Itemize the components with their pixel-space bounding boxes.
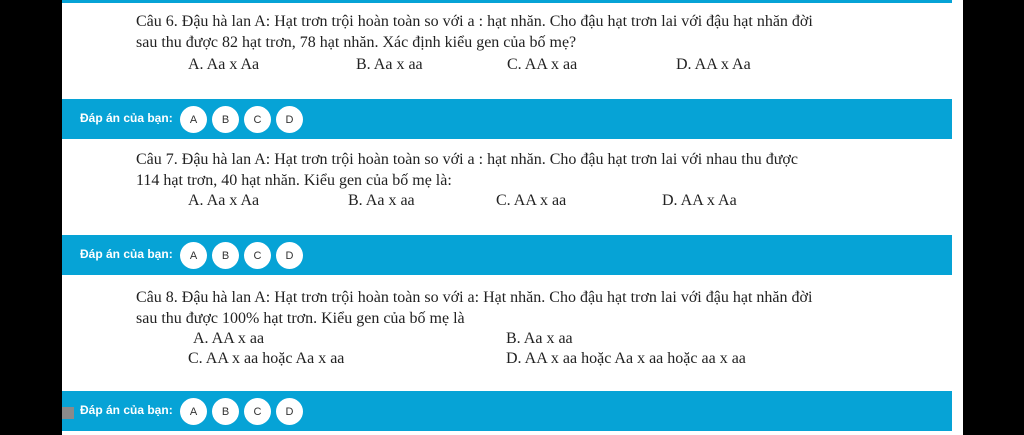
quiz-page <box>62 0 963 435</box>
question-7-line-2: 114 hạt trơn, 40 hạt nhăn. Kiểu gen của bố mẹ là: <box>136 172 452 189</box>
answer-7-button-b[interactable]: B <box>212 242 239 269</box>
question-6-option-d: D. AA x Aa <box>676 56 751 73</box>
top-bar-strip <box>62 0 952 3</box>
question-7 <box>136 149 916 215</box>
answer-label: Đáp án của bạn: <box>80 403 173 417</box>
answer-8-button-d[interactable]: D <box>276 398 303 425</box>
question-6-option-a: A. Aa x Aa <box>188 56 260 73</box>
answer-label: Đáp án của bạn: <box>80 247 173 261</box>
answer-8-button-b[interactable]: B <box>212 398 239 425</box>
answer-7-button-d[interactable]: D <box>276 242 303 269</box>
question-6 <box>136 11 916 77</box>
question-7-line-1: Câu 7. Đậu hà lan A: Hạt trơn trội hoàn toàn so với a : hạt nhăn. Cho đậu hạt trơn lai với nhau thu được <box>136 151 798 168</box>
question-7-option-d: D. AA x Aa <box>662 192 737 209</box>
question-6-option-b: B. Aa x aa <box>356 56 423 73</box>
question-7-option-c: C. AA x aa <box>496 192 567 209</box>
answer-label: Đáp án của bạn: <box>80 111 173 125</box>
question-8-line-1: Câu 8. Đậu hà lan A: Hạt trơn trội hoàn toàn so với a: Hạt nhăn. Cho đậu hạt trơn lai với đậu hạt nhăn đời <box>136 289 813 306</box>
answer-6-button-b[interactable]: B <box>212 106 239 133</box>
question-8-line-2: sau thu được 100% hạt trơn. Kiểu gen của bố mẹ là <box>136 310 465 327</box>
answer-7-button-c[interactable]: C <box>244 242 271 269</box>
question-6-line-1: Câu 6. Đậu hà lan A: Hạt trơn trội hoàn toàn so với a : hạt nhăn. Cho đậu hạt trơn lai với đậu hạt nhăn đời <box>136 13 813 30</box>
answer-6-button-a[interactable]: A <box>180 106 207 133</box>
answer-8-button-c[interactable]: C <box>244 398 271 425</box>
question-6-option-c: C. AA x aa <box>507 56 578 73</box>
answer-bar-8 <box>62 391 952 431</box>
answer-bar-7 <box>62 235 952 275</box>
question-8-option-b: B. Aa x aa <box>506 330 573 347</box>
question-7-option-b: B. Aa x aa <box>348 192 415 209</box>
question-8-option-a: A. AA x aa <box>193 330 265 347</box>
question-8-option-c: C. AA x aa hoặc Aa x aa <box>188 350 345 367</box>
answer-7-button-a[interactable]: A <box>180 242 207 269</box>
scroll-handle[interactable] <box>62 407 74 419</box>
answer-8-button-a[interactable]: A <box>180 398 207 425</box>
answer-6-button-c[interactable]: C <box>244 106 271 133</box>
question-8 <box>136 287 916 377</box>
question-6-line-2: sau thu được 82 hạt trơn, 78 hạt nhăn. Xác định kiểu gen của bố mẹ? <box>136 34 577 51</box>
question-7-option-a: A. Aa x Aa <box>188 192 260 209</box>
answer-6-button-d[interactable]: D <box>276 106 303 133</box>
question-8-option-d: D. AA x aa hoặc Aa x aa hoặc aa x aa <box>506 350 746 367</box>
answer-bar-6 <box>62 99 952 139</box>
